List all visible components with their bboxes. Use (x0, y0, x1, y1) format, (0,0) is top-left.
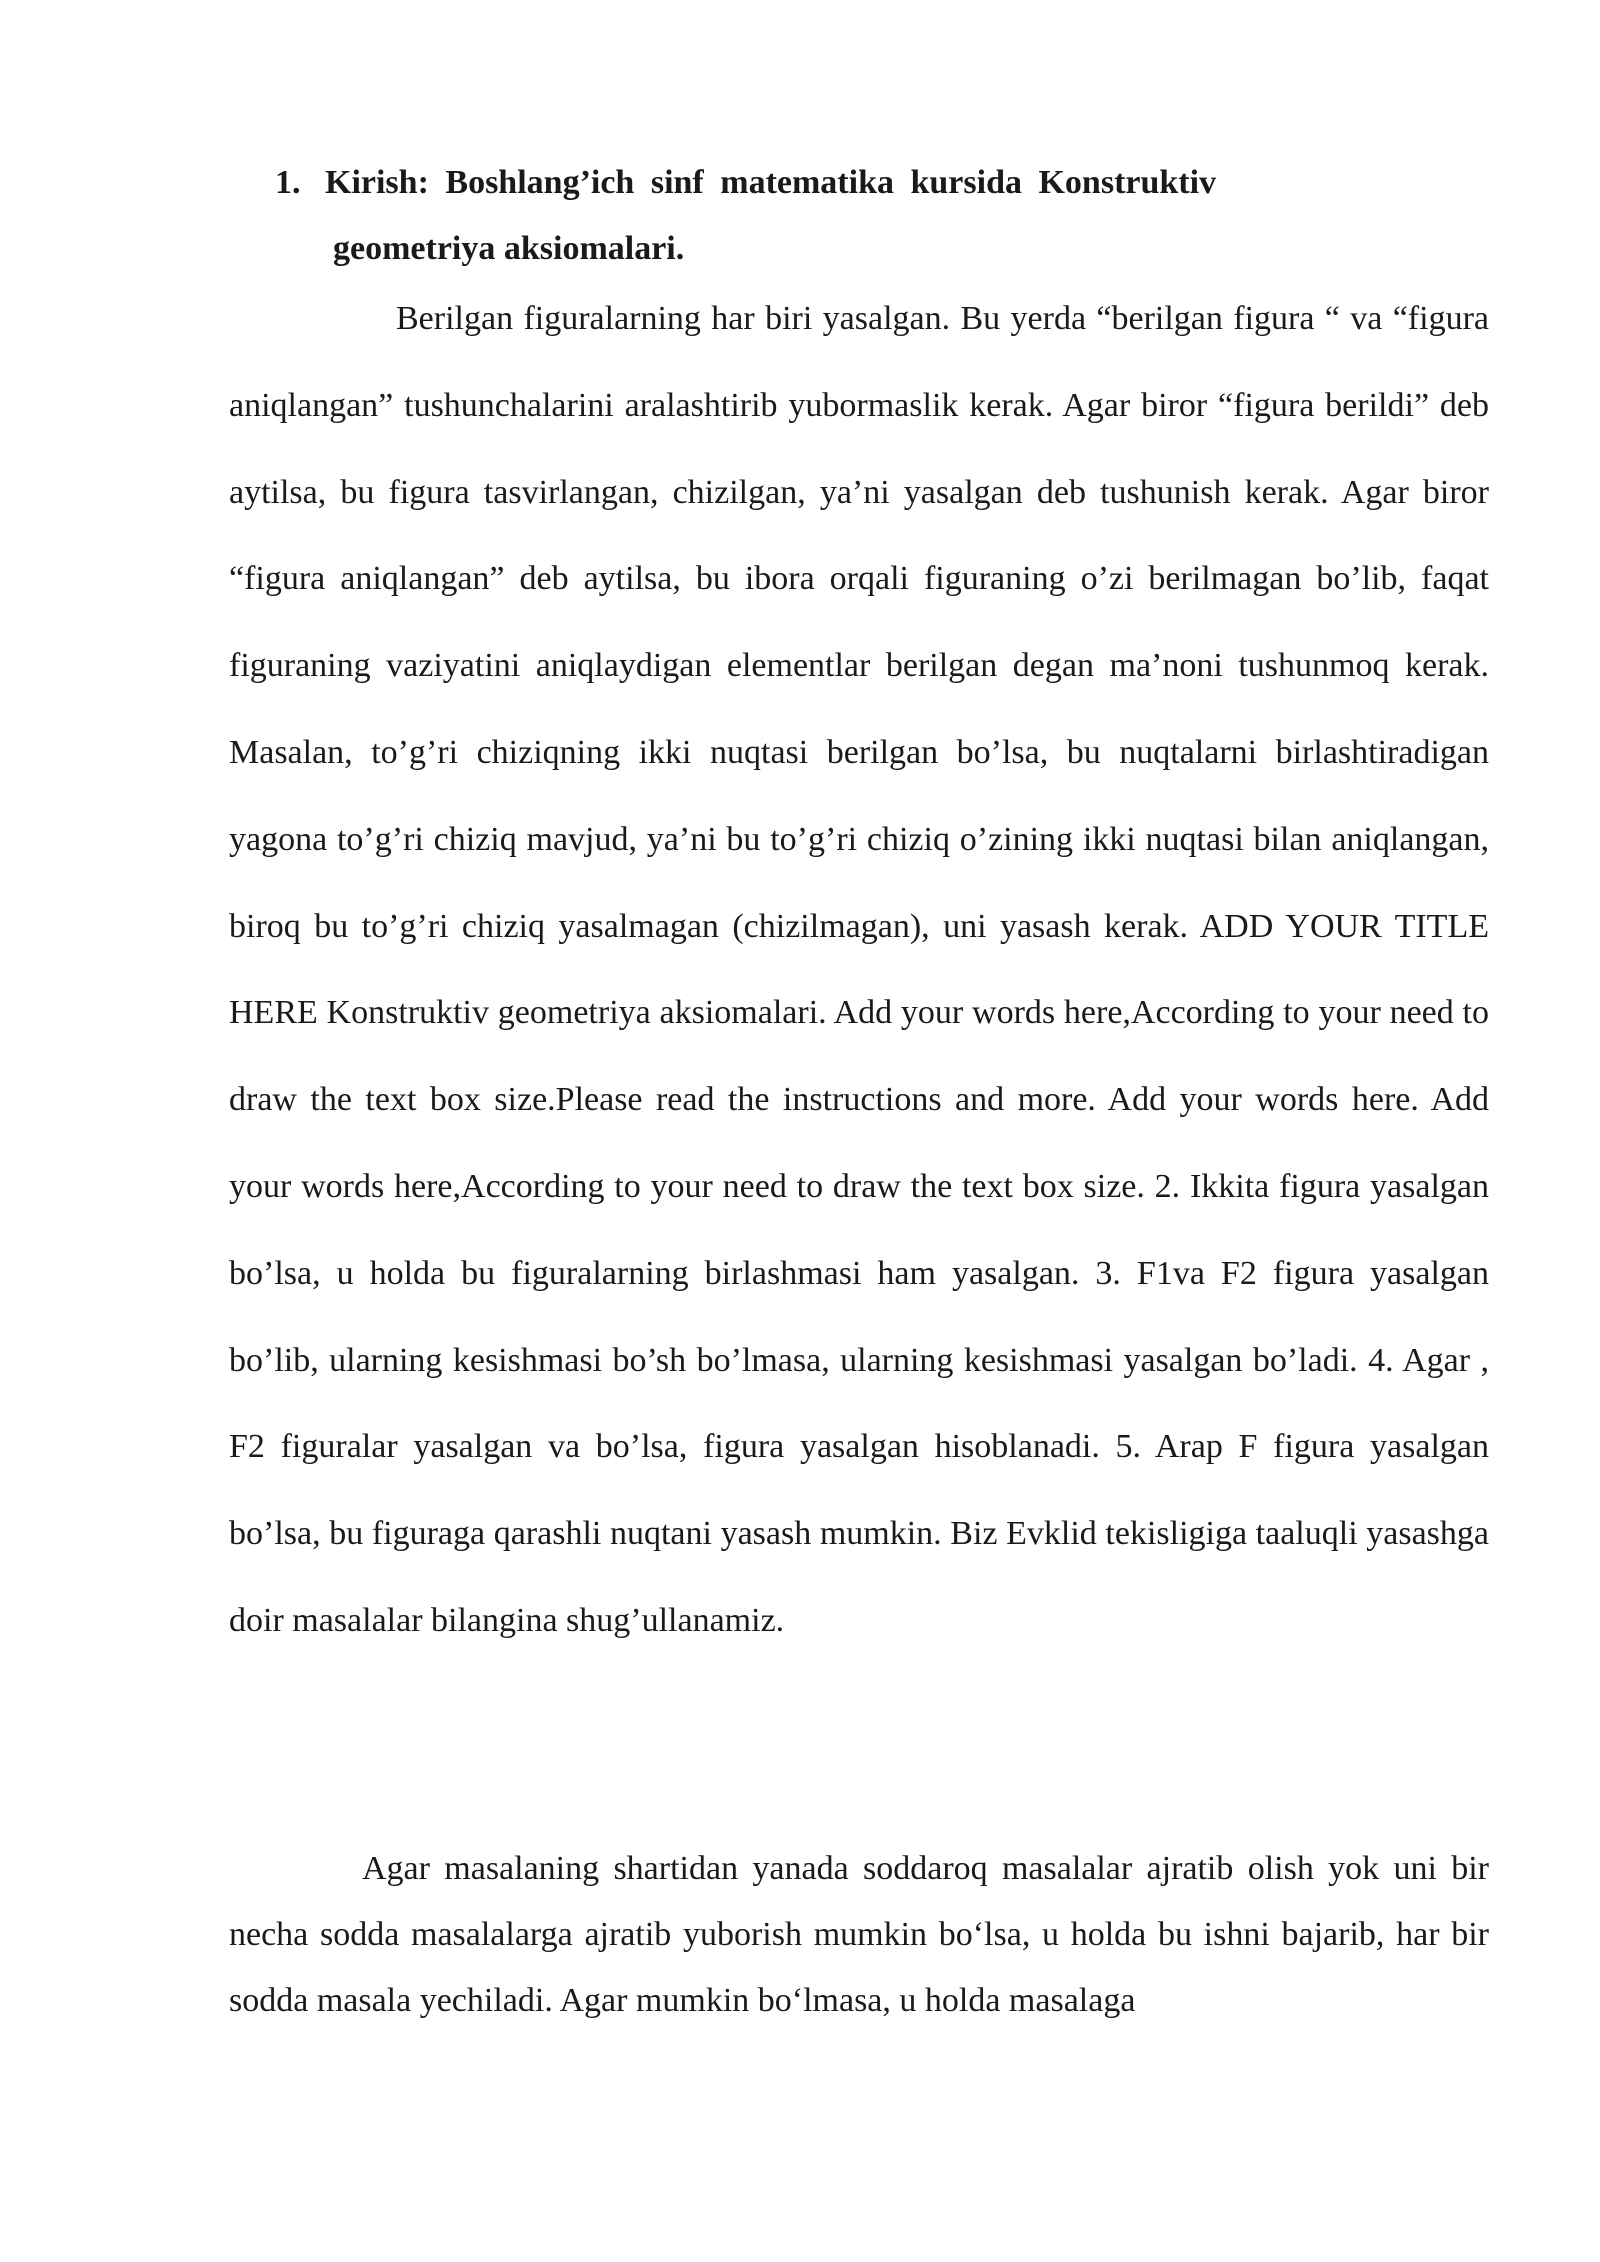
heading-line-1 (275, 150, 1335, 216)
heading-title-part-1: Kirish: Boshlang’ich sinf matematika kursida Konstruktiv (325, 164, 1217, 201)
heading-line-2: geometriya aksiomalari. (333, 230, 685, 267)
paragraph-2: Agar masalaning shartidan yanada soddaroq masalalar ajratib olish yok uni bir necha sodda masalalarga ajratib yuborish mumkin bo‘lsa, u holda bu ishni bajarib, har bir sodda masala yechiladi. Agar mumkin bo‘lmasa, u holda masalaga (229, 1850, 1489, 2019)
heading-number: 1. (275, 164, 301, 201)
section-heading (275, 150, 1335, 282)
paragraph-1: Berilgan figuralarning har biri yasalgan. Bu yerda “berilgan figura “ va “figura aniqlangan” tushunchalarini aralashtirib yubormaslik kerak. Agar biror “figura berildi” deb aytilsa, bu figura tasvirlangan, chizilgan, ya’ni yasalgan deb tushunish kerak. Agar biror “figura aniqlangan” deb aytilsa, bu ibora orqali figuraning o’zi berilmagan bo’lib, faqat figuraning vaziyatini aniqlaydigan elementlar berilgan degan ma’noni tushunmoq kerak. Masalan, to’g’ri chiziqning ikki nuqtasi berilgan bo’lsa, bu nuqtalarni birlashtiradigan yagona to’g’ri chiziq mavjud, ya’ni bu to’g’ri chiziq o’zining ikki nuqtasi bilan aniqlangan, biroq bu to’g’ri chiziq yasalmagan (chizilmagan), uni yasash kerak. ADD YOUR TITLE HERE Konstruktiv geometriya aksiomalari. Add your words here,According to your need to draw the text box size.Please read the instructions and more. Add your words here. Add your words here,According to your need to draw the text box size. 2. Ikkita figura yasalgan bo’lsa, u holda bu figuralarning birlashmasi ham yasalgan. 3. F1va F2 figura yasalgan bo’lib, ularning kesishmasi bo’sh bo’lmasa, ularning kesishmasi yasalgan bo’ladi. 4. Agar , F2 figuralar yasalgan va bo’lsa, figura yasalgan hisoblanadi. 5. Arap F figura yasalgan bo’lsa, bu figuraga qarashli nuqtani yasash mumkin. Biz Evklid tekisligiga taaluqli yasashga doir masalalar bilangina shug’ullanamiz. (229, 300, 1489, 1639)
